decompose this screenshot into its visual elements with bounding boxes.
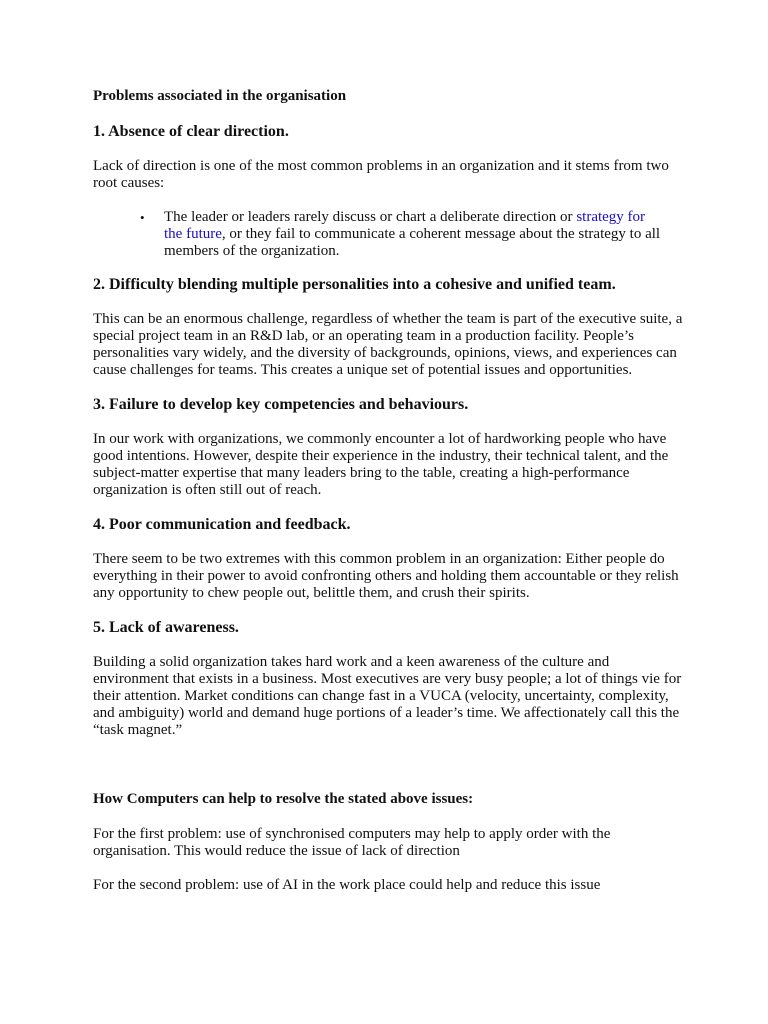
section-1-bullet-item xyxy=(140,209,664,260)
section-2-heading: 2. Difficulty blending multiple personalities into a cohesive and unified team. xyxy=(93,276,616,293)
bullet-text-after: , or they fail to communicate a coherent message about the strategy to all members of the organization. xyxy=(164,226,661,259)
computers-title: How Computers can help to resolve the stated above issues: xyxy=(93,791,474,807)
section-4-heading: 4. Poor communication and feedback. xyxy=(93,516,351,533)
section-2-paragraph: This can be an enormous challenge, regardless of whether the team is part of the executive suite, a special project team in an R&D lab, or an operating team in a production facility. People’s personalities vary widely, and the diversity of backgrounds, opinions, views, and experiences can cause challenges for teams. This creates a unique set of potential issues and opportunities. xyxy=(93,311,683,378)
section-3-heading: 3. Failure to develop key competencies and behaviours. xyxy=(93,396,469,413)
bullet-icon: • xyxy=(140,210,145,225)
section-3-paragraph: In our work with organizations, we commonly encounter a lot of hardworking people who have good intentions. However, despite their experience in the industry, their technical talent, and the subject-matter expertise that many leaders bring to the table, creating a high-performance organization is often still out of reach. xyxy=(93,431,669,498)
section-spacer xyxy=(93,756,683,791)
section-1-bullet-list xyxy=(93,209,683,260)
section-1-heading: 1. Absence of clear direction. xyxy=(93,123,289,140)
section-1-paragraph: Lack of direction is one of the most common problems in an organization and it stems from two root causes: xyxy=(93,158,669,191)
computers-paragraph-1: For the first problem: use of synchronised computers may help to apply order with the organisation. This would reduce the issue of lack of direction xyxy=(93,826,611,859)
document-page xyxy=(93,88,683,911)
computers-paragraph-2: For the second problem: use of AI in the work place could help and reduce this issue xyxy=(93,877,601,893)
section-4-paragraph: There seem to be two extremes with this common problem in an organization: Either people do everything in their power to avoid confronting others and holding them accountable or they relish any opportunity to chew people out, belittle them, and crush their spirits. xyxy=(93,551,679,601)
section-5-heading: 5. Lack of awareness. xyxy=(93,619,239,636)
document-title: Problems associated in the organisation xyxy=(93,88,347,104)
bullet-text-before: The leader or leaders rarely discuss or chart a deliberate direction or xyxy=(164,209,577,225)
section-5-paragraph: Building a solid organization takes hard work and a keen awareness of the culture and environment that exists in a business. Most executives are very busy people; a lot of things vie for their attention. Market conditions can change fast in a VUCA (velocity, uncertainty, complexity, and ambiguity) world and demand huge portions of a leader’s time. We affectionately call this the “task magnet.” xyxy=(93,654,682,738)
strategy-link[interactable]: strategy for the future xyxy=(164,209,646,242)
